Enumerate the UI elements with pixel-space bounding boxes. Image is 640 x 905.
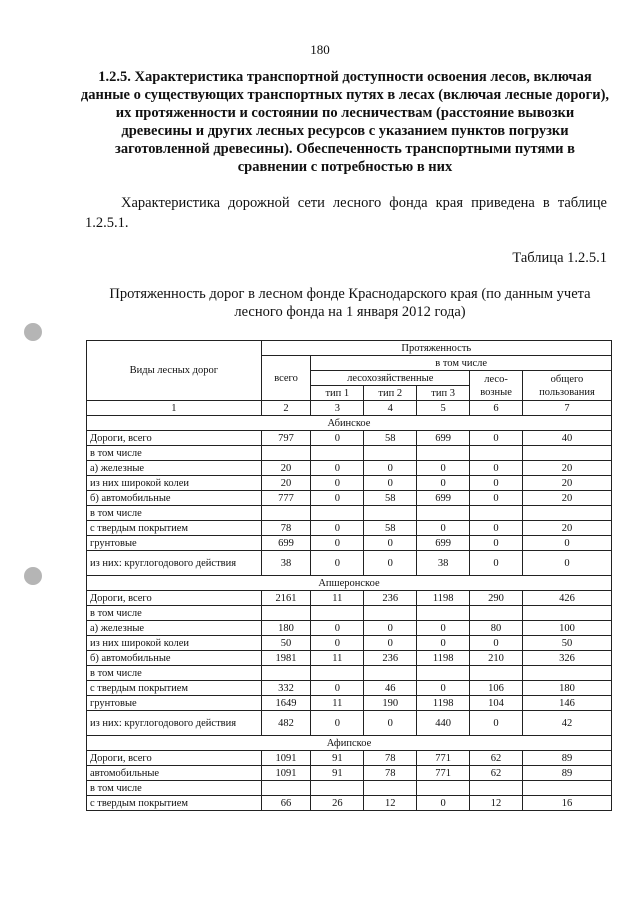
table-cell: 0	[417, 636, 470, 651]
table-cell: 1981	[261, 651, 311, 666]
table-cell: 104	[470, 696, 523, 711]
table-cell	[523, 781, 612, 796]
table-row	[87, 551, 612, 576]
table-cell: 78	[261, 521, 311, 536]
table-cell: 1091	[261, 751, 311, 766]
row-label: из них: круглогодового действия	[87, 551, 262, 576]
table-row	[87, 796, 612, 811]
table-cell: 1091	[261, 766, 311, 781]
row-label: в том числе	[87, 666, 262, 681]
table-cell: 699	[417, 431, 470, 446]
header-length: Протяженность	[261, 341, 611, 356]
table-row	[87, 446, 612, 461]
table-cell: 180	[523, 681, 612, 696]
row-label: а) железные	[87, 461, 262, 476]
table-cell	[311, 606, 364, 621]
col-number: 4	[364, 401, 417, 416]
table-row	[87, 476, 612, 491]
table-cell: 0	[311, 621, 364, 636]
table-cell: 0	[470, 476, 523, 491]
table-cell: 0	[470, 491, 523, 506]
intro-paragraph: Характеристика дорожной сети лесного фонда края приведена в таблице 1.2.5.1.	[85, 195, 607, 231]
table-cell	[523, 606, 612, 621]
table-cell: 1198	[417, 696, 470, 711]
table-cell: 0	[311, 536, 364, 551]
table-cell: 210	[470, 651, 523, 666]
table-cell	[417, 666, 470, 681]
table-cell: 482	[261, 711, 311, 736]
table-cell: 62	[470, 751, 523, 766]
section-name: Абинское	[87, 416, 612, 431]
table-cell: 1198	[417, 591, 470, 606]
row-label: Дороги, всего	[87, 751, 262, 766]
table-cell: 12	[470, 796, 523, 811]
table-body	[87, 416, 612, 811]
section-name: Афипское	[87, 736, 612, 751]
row-label: грунтовые	[87, 536, 262, 551]
table-label: Таблица 1.2.5.1	[512, 250, 607, 266]
table-cell: 0	[364, 476, 417, 491]
table-cell	[261, 506, 311, 521]
table-cell: 26	[311, 796, 364, 811]
row-label: в том числе	[87, 446, 262, 461]
table-row	[87, 681, 612, 696]
row-label: из них широкой колеи	[87, 476, 262, 491]
table-cell: 50	[261, 636, 311, 651]
table-row	[87, 606, 612, 621]
table-row	[87, 696, 612, 711]
table-cell: 42	[523, 711, 612, 736]
table-row	[87, 636, 612, 651]
table-cell	[417, 606, 470, 621]
table-cell: 106	[470, 681, 523, 696]
table-cell: 0	[417, 621, 470, 636]
table-cell	[470, 506, 523, 521]
table-cell	[261, 606, 311, 621]
table-cell: 0	[470, 461, 523, 476]
punch-hole	[24, 567, 42, 585]
table-cell	[311, 666, 364, 681]
table-row	[87, 711, 612, 736]
table-cell: 11	[311, 651, 364, 666]
table-cell	[364, 606, 417, 621]
section-row	[87, 416, 612, 431]
table-cell: 20	[523, 461, 612, 476]
table-cell	[523, 506, 612, 521]
table-cell: 1649	[261, 696, 311, 711]
row-label: из них широкой колеи	[87, 636, 262, 651]
table-cell: 290	[470, 591, 523, 606]
table-cell: 12	[364, 796, 417, 811]
table-cell: 0	[364, 636, 417, 651]
table-cell: 62	[470, 766, 523, 781]
header-timber: лесо-возные	[470, 371, 523, 401]
table-row	[87, 766, 612, 781]
table-cell: 11	[311, 696, 364, 711]
table-row	[87, 431, 612, 446]
table-cell: 190	[364, 696, 417, 711]
row-label: в том числе	[87, 606, 262, 621]
table-cell: 40	[523, 431, 612, 446]
table-cell	[417, 506, 470, 521]
table-cell: 0	[311, 461, 364, 476]
roads-table	[86, 340, 612, 811]
table-cell: 0	[311, 476, 364, 491]
header-type1: тип 1	[311, 386, 364, 401]
col-number: 5	[417, 401, 470, 416]
table-cell: 0	[311, 681, 364, 696]
table-caption: Протяженность дорог в лесном фонде Краснодарского края (по данным учета лесного фонда на 1 января 2012 года)	[109, 286, 591, 320]
table-cell: 0	[523, 551, 612, 576]
table-cell: 66	[261, 796, 311, 811]
table-cell: 38	[417, 551, 470, 576]
table-cell	[364, 781, 417, 796]
row-label: Дороги, всего	[87, 431, 262, 446]
table-row	[87, 621, 612, 636]
table-row	[87, 536, 612, 551]
table-cell: 2161	[261, 591, 311, 606]
col-number: 6	[470, 401, 523, 416]
punch-hole	[24, 323, 42, 341]
table-cell	[261, 446, 311, 461]
table-cell: 58	[364, 431, 417, 446]
row-label: в том числе	[87, 506, 262, 521]
table-cell	[261, 666, 311, 681]
col-number: 2	[261, 401, 311, 416]
section-title: 1.2.5. Характеристика транспортной доступности освоения лесов, включая данные о существующих транспортных путях в лесах (включая лесные дороги), их протяженности и состоянии по лесничествам (расстояние вывозки древесины и других лесных ресурсов с указанием пунктов погрузки заготовленной древесины). Обеспеченность транспортными путями в сравнении с потребностью в них	[80, 69, 610, 175]
header-total: всего	[261, 356, 311, 401]
table-cell: 332	[261, 681, 311, 696]
table-cell: 236	[364, 651, 417, 666]
row-label: б) автомобильные	[87, 651, 262, 666]
table-cell: 771	[417, 751, 470, 766]
table-cell: 46	[364, 681, 417, 696]
table-cell: 50	[523, 636, 612, 651]
table-cell: 16	[523, 796, 612, 811]
table-cell: 89	[523, 751, 612, 766]
section-row	[87, 736, 612, 751]
table-cell: 0	[417, 796, 470, 811]
table-cell: 38	[261, 551, 311, 576]
table-cell: 771	[417, 766, 470, 781]
row-label: из них: круглогодового действия	[87, 711, 262, 736]
table-row	[87, 651, 612, 666]
table-row	[87, 666, 612, 681]
table-cell: 0	[364, 711, 417, 736]
row-label: автомобильные	[87, 766, 262, 781]
table-cell: 80	[470, 621, 523, 636]
table-cell	[470, 606, 523, 621]
table-row	[87, 506, 612, 521]
table-cell: 0	[311, 551, 364, 576]
col-number: 3	[311, 401, 364, 416]
table-row	[87, 461, 612, 476]
table-cell: 0	[470, 636, 523, 651]
table-cell: 20	[523, 521, 612, 536]
header-type2: тип 2	[364, 386, 417, 401]
table-cell: 0	[364, 536, 417, 551]
page-number: 180	[310, 42, 330, 57]
row-label: в том числе	[87, 781, 262, 796]
header-type3: тип 3	[417, 386, 470, 401]
table-cell: 1198	[417, 651, 470, 666]
table-cell: 236	[364, 591, 417, 606]
table-cell	[261, 781, 311, 796]
table-cell: 58	[364, 521, 417, 536]
table-cell: 89	[523, 766, 612, 781]
row-label: б) автомобильные	[87, 491, 262, 506]
row-label: а) железные	[87, 621, 262, 636]
table-cell: 0	[470, 551, 523, 576]
table-cell	[364, 666, 417, 681]
table-cell: 0	[470, 536, 523, 551]
section-name: Апшеронское	[87, 576, 612, 591]
section-row	[87, 576, 612, 591]
table-cell: 0	[470, 521, 523, 536]
col-number: 1	[87, 401, 262, 416]
header-public: общего пользования	[523, 371, 612, 401]
row-label: с твердым покрытием	[87, 796, 262, 811]
table-cell: 0	[364, 551, 417, 576]
header-road-types: Виды лесных дорог	[87, 341, 262, 401]
table-cell	[364, 446, 417, 461]
table-cell: 20	[523, 491, 612, 506]
table-cell: 440	[417, 711, 470, 736]
table-cell: 20	[261, 476, 311, 491]
table-cell	[523, 446, 612, 461]
col-number: 7	[523, 401, 612, 416]
table-cell: 0	[311, 431, 364, 446]
table-cell: 91	[311, 751, 364, 766]
table-cell: 100	[523, 621, 612, 636]
table-cell: 0	[364, 461, 417, 476]
table-cell: 78	[364, 766, 417, 781]
table-cell: 78	[364, 751, 417, 766]
table-row	[87, 591, 612, 606]
table-cell: 0	[417, 476, 470, 491]
table-cell: 0	[364, 621, 417, 636]
header-forestry: лесохозяйственные	[311, 371, 470, 386]
table-cell	[523, 666, 612, 681]
table-cell: 180	[261, 621, 311, 636]
table-header	[87, 341, 612, 416]
table-cell: 0	[470, 711, 523, 736]
row-label: Дороги, всего	[87, 591, 262, 606]
table-row	[87, 781, 612, 796]
table-cell: 0	[311, 636, 364, 651]
table-cell: 326	[523, 651, 612, 666]
table-cell: 146	[523, 696, 612, 711]
table-cell: 0	[523, 536, 612, 551]
table-cell: 0	[311, 491, 364, 506]
table-cell	[470, 781, 523, 796]
table-cell: 20	[261, 461, 311, 476]
table-cell: 699	[261, 536, 311, 551]
table-cell: 699	[417, 536, 470, 551]
row-label: с твердым покрытием	[87, 681, 262, 696]
table-cell	[470, 666, 523, 681]
table-cell	[417, 781, 470, 796]
table-cell: 58	[364, 491, 417, 506]
table-cell	[311, 446, 364, 461]
table-cell: 0	[311, 521, 364, 536]
table-cell: 699	[417, 491, 470, 506]
table-row	[87, 751, 612, 766]
table-cell: 426	[523, 591, 612, 606]
table-cell: 0	[311, 711, 364, 736]
table-cell	[311, 781, 364, 796]
table-cell: 0	[417, 681, 470, 696]
table-cell	[364, 506, 417, 521]
table-cell: 0	[470, 431, 523, 446]
table-cell: 797	[261, 431, 311, 446]
table-cell: 91	[311, 766, 364, 781]
table-row	[87, 521, 612, 536]
header-including: в том числе	[311, 356, 612, 371]
table-cell: 11	[311, 591, 364, 606]
table-cell: 0	[417, 521, 470, 536]
row-label: с твердым покрытием	[87, 521, 262, 536]
table-cell	[417, 446, 470, 461]
table-cell	[311, 506, 364, 521]
table-cell: 777	[261, 491, 311, 506]
row-label: грунтовые	[87, 696, 262, 711]
table-cell: 0	[417, 461, 470, 476]
table-row	[87, 491, 612, 506]
table-cell	[470, 446, 523, 461]
table-cell: 20	[523, 476, 612, 491]
